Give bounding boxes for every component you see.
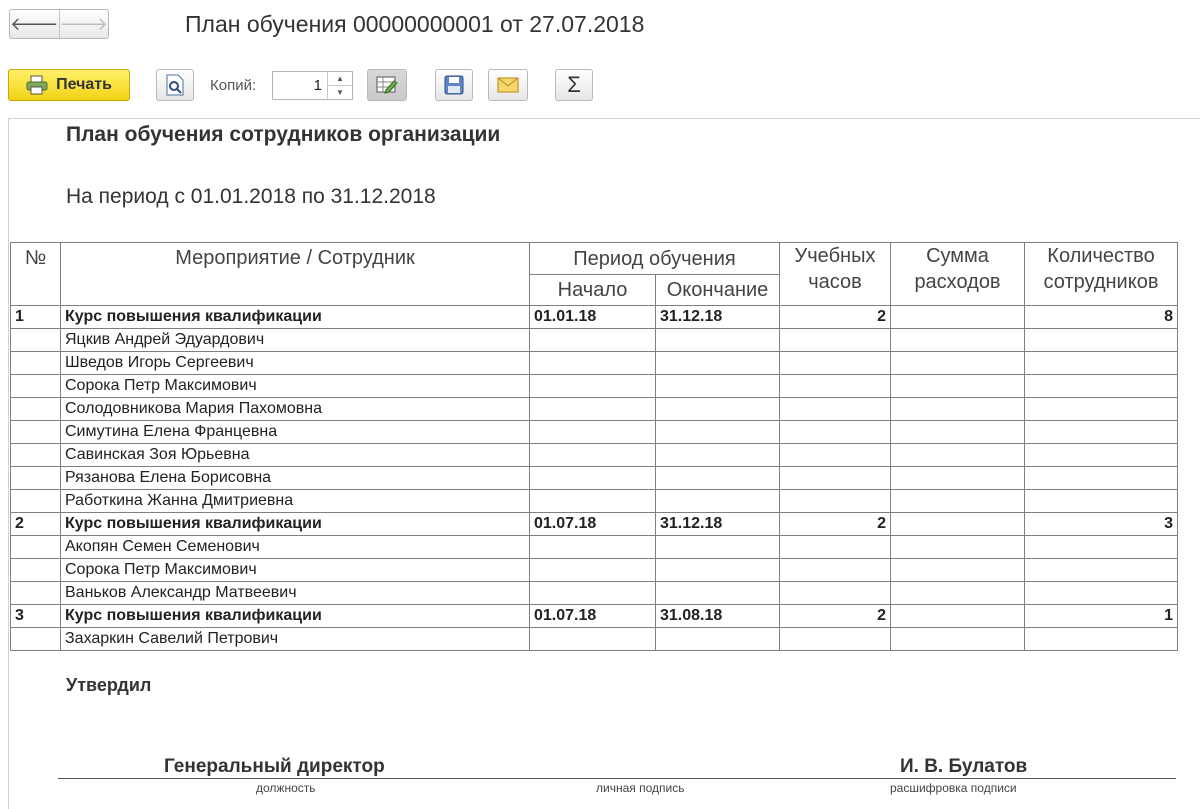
empty-cell [11, 536, 61, 559]
empty-cell [1025, 628, 1178, 651]
empty-cell [11, 398, 61, 421]
empty-cell [656, 490, 780, 513]
empty-cell [656, 421, 780, 444]
empty-cell [1025, 421, 1178, 444]
course-cost [891, 306, 1025, 329]
employee-row [11, 536, 1178, 559]
empty-cell [656, 628, 780, 651]
print-button[interactable] [8, 69, 130, 101]
save-button[interactable] [435, 69, 473, 101]
empty-cell [891, 490, 1025, 513]
empty-cell [11, 352, 61, 375]
empty-cell [891, 628, 1025, 651]
course-num: 3 [11, 605, 61, 628]
empty-cell [891, 536, 1025, 559]
header-cost-line1: Сумма [926, 245, 989, 267]
course-num: 1 [11, 306, 61, 329]
employee-name: Акопян Семен Семенович [61, 536, 530, 559]
employee-name: Савинская Зоя Юрьевна [61, 444, 530, 467]
training-plan-table [10, 242, 1178, 651]
empty-cell [780, 329, 891, 352]
header-period: Период обучения [530, 243, 780, 275]
empty-cell [656, 329, 780, 352]
course-name: Курс повышения квалификации [61, 605, 530, 628]
empty-cell [530, 329, 656, 352]
employee-name: Симутина Елена Францевна [61, 421, 530, 444]
empty-cell [656, 352, 780, 375]
course-end: 31.12.18 [656, 306, 780, 329]
employee-name: Сорока Петр Максимович [61, 559, 530, 582]
window-title: План обучения 00000000001 от 27.07.2018 [185, 11, 645, 37]
empty-cell [1025, 559, 1178, 582]
empty-cell [891, 352, 1025, 375]
course-name: Курс повышения квалификации [61, 513, 530, 536]
header-end: Окончание [656, 275, 780, 306]
course-count: 1 [1025, 605, 1178, 628]
course-cost [891, 513, 1025, 536]
header-start: Начало [530, 275, 656, 306]
course-cost [891, 605, 1025, 628]
course-start: 01.07.18 [530, 513, 656, 536]
forward-button[interactable] [59, 10, 109, 38]
empty-cell [11, 628, 61, 651]
spin-down-icon[interactable]: ▼ [336, 88, 344, 97]
header-num: № [11, 243, 61, 306]
empty-cell [1025, 398, 1178, 421]
course-hours: 2 [780, 513, 891, 536]
empty-cell [530, 490, 656, 513]
employee-row [11, 467, 1178, 490]
empty-cell [780, 398, 891, 421]
employee-name: Захаркин Савелий Петрович [61, 628, 530, 651]
edit-icon [376, 75, 398, 95]
print-button-label: Печать [56, 76, 112, 93]
employee-row [11, 444, 1178, 467]
employee-row [11, 352, 1178, 375]
empty-cell [11, 375, 61, 398]
course-end: 31.08.18 [656, 605, 780, 628]
empty-cell [1025, 444, 1178, 467]
header-hours-line1: Учебных [794, 245, 876, 267]
empty-cell [11, 490, 61, 513]
copies-stepper[interactable] [272, 71, 353, 100]
empty-cell [11, 559, 61, 582]
signer-name: И. В. Булатов [900, 756, 1028, 777]
course-hours: 2 [780, 306, 891, 329]
header-count-line1: Количество [1047, 245, 1155, 267]
sum-button[interactable] [555, 69, 593, 101]
empty-cell [656, 375, 780, 398]
back-button[interactable] [10, 10, 59, 38]
empty-cell [1025, 490, 1178, 513]
copies-spinner [327, 72, 352, 99]
empty-cell [780, 582, 891, 605]
empty-cell [1025, 467, 1178, 490]
sum-icon: Σ [567, 72, 581, 97]
empty-cell [11, 444, 61, 467]
empty-cell [11, 421, 61, 444]
empty-cell [780, 467, 891, 490]
empty-cell [530, 444, 656, 467]
caption-name: расшифровка подписи [890, 781, 1017, 795]
header-count-line2: сотрудников [1043, 271, 1159, 293]
empty-cell [530, 559, 656, 582]
empty-cell [11, 329, 61, 352]
empty-cell [891, 467, 1025, 490]
empty-cell [1025, 582, 1178, 605]
document-border-left [8, 118, 9, 809]
course-hours: 2 [780, 605, 891, 628]
signer-position: Генеральный директор [164, 756, 385, 777]
signature-line [58, 778, 1176, 779]
employee-row [11, 490, 1178, 513]
employee-row [11, 329, 1178, 352]
empty-cell [780, 628, 891, 651]
empty-cell [530, 628, 656, 651]
course-row [11, 513, 1178, 536]
preview-icon [165, 74, 185, 96]
employee-name: Сорока Петр Максимович [61, 375, 530, 398]
course-row [11, 605, 1178, 628]
empty-cell [1025, 329, 1178, 352]
printer-icon [26, 75, 48, 95]
header-cost [891, 243, 1025, 306]
employee-name: Рязанова Елена Борисовна [61, 467, 530, 490]
empty-cell [656, 582, 780, 605]
empty-cell [656, 536, 780, 559]
caption-position: должность [256, 781, 316, 795]
empty-cell [656, 467, 780, 490]
empty-cell [891, 559, 1025, 582]
table-body [11, 306, 1178, 651]
document-period: На период с 01.01.2018 по 31.12.2018 [66, 185, 436, 208]
empty-cell [11, 467, 61, 490]
empty-cell [891, 398, 1025, 421]
header-event: Мероприятие / Сотрудник [61, 243, 530, 306]
empty-cell [656, 559, 780, 582]
email-button[interactable] [488, 69, 528, 101]
course-start: 01.01.18 [530, 306, 656, 329]
empty-cell [1025, 352, 1178, 375]
preview-button[interactable] [156, 69, 194, 101]
email-icon [497, 77, 519, 93]
header-hours [780, 243, 891, 306]
header-count [1025, 243, 1178, 306]
course-end: 31.12.18 [656, 513, 780, 536]
empty-cell [1025, 375, 1178, 398]
empty-cell [11, 582, 61, 605]
approved-label: Утвердил [66, 675, 152, 695]
spin-up-icon[interactable]: ▲ [328, 72, 352, 86]
document-title: План обучения сотрудников организации [66, 123, 501, 146]
course-num: 2 [11, 513, 61, 536]
employee-row [11, 375, 1178, 398]
copies-value[interactable]: 1 [313, 77, 322, 94]
empty-cell [1025, 536, 1178, 559]
header-cost-line2: расходов [914, 271, 1001, 293]
empty-cell [530, 536, 656, 559]
document-border-top [8, 118, 1200, 119]
edit-mode-button[interactable] [367, 69, 407, 101]
course-count: 3 [1025, 513, 1178, 536]
course-row [11, 306, 1178, 329]
empty-cell [780, 559, 891, 582]
header-hours-line2: часов [808, 271, 862, 293]
empty-cell [891, 375, 1025, 398]
employee-name: Ваньков Александр Матвеевич [61, 582, 530, 605]
empty-cell [780, 352, 891, 375]
arrow-left-icon: 🡐 [10, 13, 59, 34]
empty-cell [530, 352, 656, 375]
copies-label: Копий: [210, 77, 257, 94]
save-icon [444, 75, 464, 95]
employee-row [11, 398, 1178, 421]
empty-cell [780, 375, 891, 398]
employee-name: Шведов Игорь Сергеевич [61, 352, 530, 375]
arrow-right-icon: 🡒 [59, 13, 108, 34]
empty-cell [780, 536, 891, 559]
employee-row [11, 559, 1178, 582]
employee-name: Работкина Жанна Дмитриевна [61, 490, 530, 513]
empty-cell [780, 421, 891, 444]
employee-row [11, 421, 1178, 444]
empty-cell [780, 444, 891, 467]
empty-cell [891, 329, 1025, 352]
empty-cell [530, 421, 656, 444]
empty-cell [530, 582, 656, 605]
empty-cell [891, 444, 1025, 467]
caption-signature: личная подпись [596, 781, 685, 795]
empty-cell [891, 582, 1025, 605]
course-start: 01.07.18 [530, 605, 656, 628]
empty-cell [530, 467, 656, 490]
course-name: Курс повышения квалификации [61, 306, 530, 329]
course-count: 8 [1025, 306, 1178, 329]
employee-row [11, 628, 1178, 651]
employee-name: Солодовникова Мария Пахомовна [61, 398, 530, 421]
empty-cell [780, 490, 891, 513]
navigation-buttons [9, 9, 109, 39]
employee-row [11, 582, 1178, 605]
empty-cell [656, 398, 780, 421]
employee-name: Яцкив Андрей Эдуардович [61, 329, 530, 352]
empty-cell [530, 398, 656, 421]
empty-cell [530, 375, 656, 398]
empty-cell [891, 421, 1025, 444]
empty-cell [656, 444, 780, 467]
